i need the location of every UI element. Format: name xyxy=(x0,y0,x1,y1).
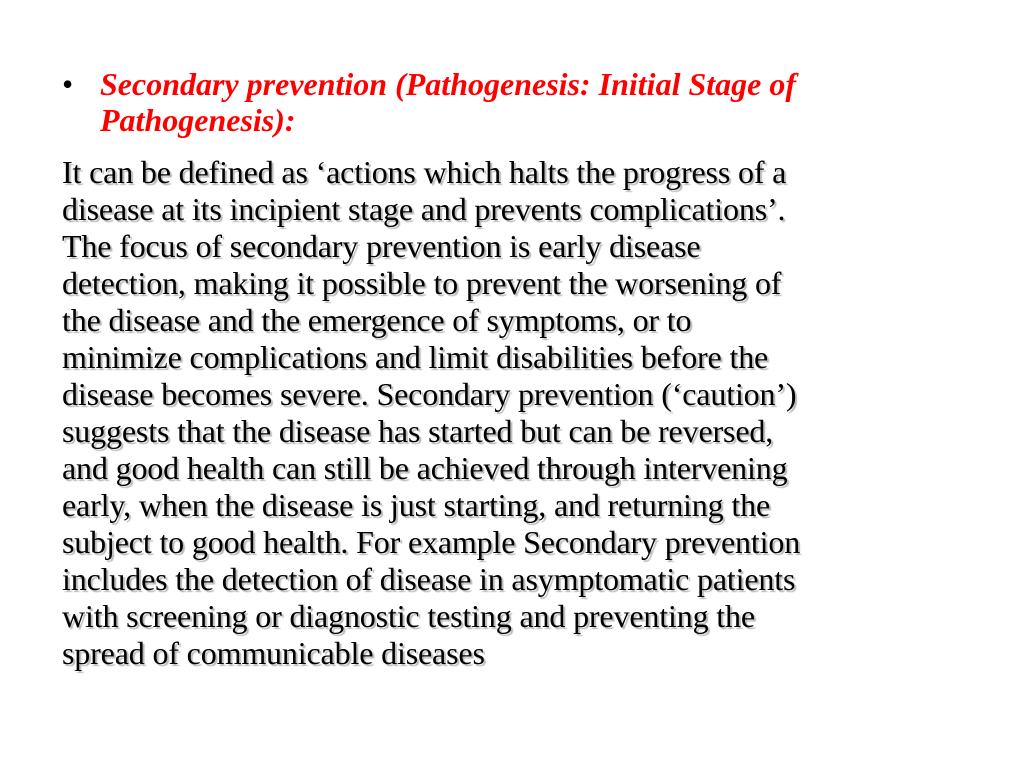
body-line: disease at its incipient stage and prevents complications’. xyxy=(62,191,786,227)
body-line: The focus of secondary prevention is early disease xyxy=(62,228,701,264)
body-paragraph xyxy=(62,154,967,672)
bullet-marker: • xyxy=(62,66,74,102)
body-line: the disease and the emergence of symptoms, or to xyxy=(62,302,692,338)
heading-line: Pathogenesis): xyxy=(100,102,296,138)
body-line: It can be defined as ‘actions which halts the progress of a xyxy=(62,154,787,190)
bullet-item xyxy=(62,66,962,138)
body-line: detection, making it possible to prevent the worsening of xyxy=(62,265,782,301)
heading-line: Secondary prevention (Pathogenesis: Initial Stage of xyxy=(100,66,796,102)
body-line: includes the detection of disease in asymptomatic patients xyxy=(62,561,796,597)
body-line: suggests that the disease has started but can be reversed, xyxy=(62,413,774,449)
section-heading xyxy=(100,66,962,138)
body-line: with screening or diagnostic testing and preventing the xyxy=(62,598,755,634)
body-line: early, when the disease is just starting, and returning the xyxy=(62,487,770,523)
body-line: minimize complications and limit disabilities before the xyxy=(62,339,769,375)
body-line: disease becomes severe. Secondary prevention (‘caution’) xyxy=(62,376,797,412)
body-line: spread of communicable diseases xyxy=(62,635,485,671)
body-line: subject to good health. For example Secondary prevention xyxy=(62,524,801,560)
body-line: and good health can still be achieved through intervening xyxy=(62,450,788,486)
